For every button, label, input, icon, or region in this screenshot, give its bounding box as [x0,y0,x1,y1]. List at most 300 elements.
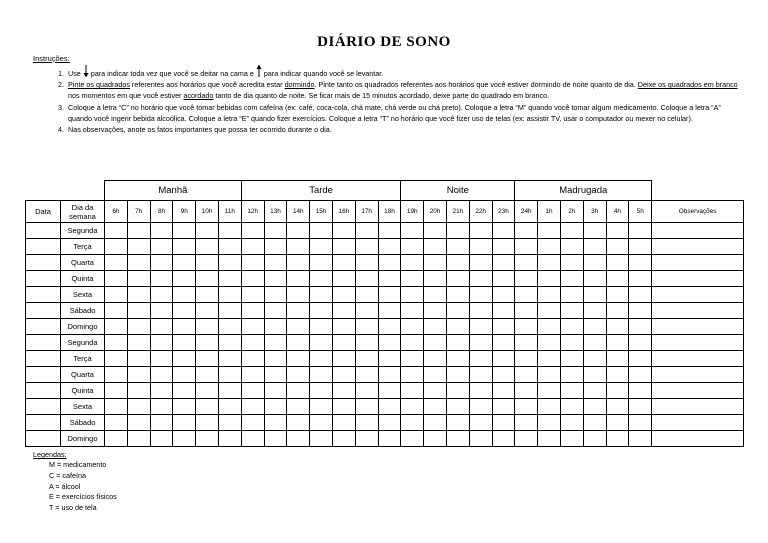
hour-cell[interactable] [264,351,287,367]
hour-cell[interactable] [287,287,310,303]
hour-cell[interactable] [492,319,515,335]
hour-cell[interactable] [287,319,310,335]
hour-cell[interactable] [515,367,538,383]
hour-cell[interactable] [150,367,173,383]
hour-cell[interactable] [196,335,219,351]
hour-cell[interactable] [560,335,583,351]
observations-cell[interactable] [652,223,744,239]
hour-cell[interactable] [401,335,424,351]
date-cell[interactable] [26,399,61,415]
hour-cell[interactable] [492,271,515,287]
observations-cell[interactable] [652,335,744,351]
hour-cell[interactable] [332,335,355,351]
hour-cell[interactable] [629,415,652,431]
hour-cell[interactable] [538,351,561,367]
hour-cell[interactable] [264,383,287,399]
hour-cell[interactable] [173,223,196,239]
hour-cell[interactable] [105,223,128,239]
hour-cell[interactable] [105,287,128,303]
hour-cell[interactable] [469,415,492,431]
hour-cell[interactable] [469,399,492,415]
hour-cell[interactable] [105,431,128,447]
hour-cell[interactable] [446,351,469,367]
hour-cell[interactable] [538,255,561,271]
hour-cell[interactable] [150,271,173,287]
hour-cell[interactable] [515,335,538,351]
hour-cell[interactable] [127,351,150,367]
hour-cell[interactable] [150,431,173,447]
hour-cell[interactable] [173,335,196,351]
hour-cell[interactable] [538,239,561,255]
hour-cell[interactable] [560,303,583,319]
hour-cell[interactable] [241,255,264,271]
hour-cell[interactable] [629,239,652,255]
hour-cell[interactable] [629,287,652,303]
hour-cell[interactable] [378,335,401,351]
hour-cell[interactable] [401,351,424,367]
hour-cell[interactable] [105,399,128,415]
hour-cell[interactable] [401,383,424,399]
hour-cell[interactable] [401,287,424,303]
hour-cell[interactable] [241,335,264,351]
hour-cell[interactable] [515,271,538,287]
hour-cell[interactable] [241,351,264,367]
hour-cell[interactable] [492,367,515,383]
hour-cell[interactable] [515,255,538,271]
hour-cell[interactable] [606,431,629,447]
hour-cell[interactable] [629,351,652,367]
hour-cell[interactable] [310,431,333,447]
hour-cell[interactable] [173,431,196,447]
hour-cell[interactable] [538,399,561,415]
date-cell[interactable] [26,383,61,399]
hour-cell[interactable] [105,367,128,383]
hour-cell[interactable] [310,271,333,287]
hour-cell[interactable] [355,383,378,399]
hour-cell[interactable] [287,383,310,399]
hour-cell[interactable] [378,319,401,335]
hour-cell[interactable] [424,255,447,271]
date-cell[interactable] [26,303,61,319]
hour-cell[interactable] [424,431,447,447]
hour-cell[interactable] [173,255,196,271]
hour-cell[interactable] [218,383,241,399]
hour-cell[interactable] [264,303,287,319]
hour-cell[interactable] [606,367,629,383]
hour-cell[interactable] [287,367,310,383]
hour-cell[interactable] [355,335,378,351]
hour-cell[interactable] [446,383,469,399]
hour-cell[interactable] [310,223,333,239]
hour-cell[interactable] [127,303,150,319]
hour-cell[interactable] [173,271,196,287]
hour-cell[interactable] [150,303,173,319]
hour-cell[interactable] [446,271,469,287]
date-cell[interactable] [26,367,61,383]
hour-cell[interactable] [629,335,652,351]
hour-cell[interactable] [127,271,150,287]
hour-cell[interactable] [469,351,492,367]
hour-cell[interactable] [355,271,378,287]
hour-cell[interactable] [173,303,196,319]
hour-cell[interactable] [310,287,333,303]
date-cell[interactable] [26,287,61,303]
hour-cell[interactable] [332,239,355,255]
hour-cell[interactable] [515,383,538,399]
hour-cell[interactable] [515,399,538,415]
hour-cell[interactable] [378,239,401,255]
hour-cell[interactable] [287,399,310,415]
hour-cell[interactable] [196,319,219,335]
hour-cell[interactable] [583,255,606,271]
hour-cell[interactable] [105,239,128,255]
hour-cell[interactable] [173,383,196,399]
hour-cell[interactable] [241,431,264,447]
hour-cell[interactable] [310,415,333,431]
hour-cell[interactable] [629,319,652,335]
hour-cell[interactable] [538,319,561,335]
hour-cell[interactable] [378,255,401,271]
hour-cell[interactable] [218,351,241,367]
hour-cell[interactable] [401,319,424,335]
hour-cell[interactable] [446,223,469,239]
hour-cell[interactable] [310,303,333,319]
hour-cell[interactable] [196,223,219,239]
hour-cell[interactable] [424,287,447,303]
hour-cell[interactable] [218,303,241,319]
hour-cell[interactable] [173,319,196,335]
hour-cell[interactable] [469,335,492,351]
hour-cell[interactable] [629,431,652,447]
hour-cell[interactable] [127,399,150,415]
date-cell[interactable] [26,319,61,335]
hour-cell[interactable] [310,399,333,415]
hour-cell[interactable] [401,367,424,383]
hour-cell[interactable] [127,287,150,303]
hour-cell[interactable] [469,223,492,239]
hour-cell[interactable] [538,303,561,319]
hour-cell[interactable] [492,351,515,367]
hour-cell[interactable] [332,351,355,367]
hour-cell[interactable] [287,223,310,239]
hour-cell[interactable] [538,415,561,431]
hour-cell[interactable] [150,223,173,239]
date-cell[interactable] [26,223,61,239]
hour-cell[interactable] [218,415,241,431]
observations-cell[interactable] [652,303,744,319]
hour-cell[interactable] [173,415,196,431]
hour-cell[interactable] [196,431,219,447]
hour-cell[interactable] [424,223,447,239]
observations-cell[interactable] [652,271,744,287]
hour-cell[interactable] [355,367,378,383]
hour-cell[interactable] [332,415,355,431]
hour-cell[interactable] [196,415,219,431]
hour-cell[interactable] [629,271,652,287]
observations-cell[interactable] [652,255,744,271]
hour-cell[interactable] [332,287,355,303]
hour-cell[interactable] [606,287,629,303]
hour-cell[interactable] [332,399,355,415]
hour-cell[interactable] [127,239,150,255]
hour-cell[interactable] [538,367,561,383]
hour-cell[interactable] [127,383,150,399]
hour-cell[interactable] [218,335,241,351]
observations-cell[interactable] [652,415,744,431]
hour-cell[interactable] [560,239,583,255]
hour-cell[interactable] [401,271,424,287]
hour-cell[interactable] [264,287,287,303]
hour-cell[interactable] [446,367,469,383]
hour-cell[interactable] [583,367,606,383]
observations-cell[interactable] [652,383,744,399]
hour-cell[interactable] [310,351,333,367]
hour-cell[interactable] [538,383,561,399]
hour-cell[interactable] [560,431,583,447]
hour-cell[interactable] [560,319,583,335]
hour-cell[interactable] [287,255,310,271]
hour-cell[interactable] [469,303,492,319]
hour-cell[interactable] [469,271,492,287]
hour-cell[interactable] [515,415,538,431]
hour-cell[interactable] [538,271,561,287]
hour-cell[interactable] [355,399,378,415]
hour-cell[interactable] [127,319,150,335]
hour-cell[interactable] [287,303,310,319]
hour-cell[interactable] [583,271,606,287]
hour-cell[interactable] [583,303,606,319]
hour-cell[interactable] [492,431,515,447]
hour-cell[interactable] [105,303,128,319]
hour-cell[interactable] [264,335,287,351]
hour-cell[interactable] [332,431,355,447]
hour-cell[interactable] [355,255,378,271]
hour-cell[interactable] [218,239,241,255]
hour-cell[interactable] [196,303,219,319]
hour-cell[interactable] [332,367,355,383]
hour-cell[interactable] [105,335,128,351]
hour-cell[interactable] [424,271,447,287]
hour-cell[interactable] [515,319,538,335]
hour-cell[interactable] [332,223,355,239]
hour-cell[interactable] [606,303,629,319]
hour-cell[interactable] [515,303,538,319]
hour-cell[interactable] [127,335,150,351]
hour-cell[interactable] [401,431,424,447]
hour-cell[interactable] [583,287,606,303]
hour-cell[interactable] [218,399,241,415]
hour-cell[interactable] [105,255,128,271]
hour-cell[interactable] [469,239,492,255]
hour-cell[interactable] [560,255,583,271]
hour-cell[interactable] [264,223,287,239]
hour-cell[interactable] [446,415,469,431]
hour-cell[interactable] [538,223,561,239]
hour-cell[interactable] [583,223,606,239]
hour-cell[interactable] [492,383,515,399]
hour-cell[interactable] [196,351,219,367]
hour-cell[interactable] [150,239,173,255]
hour-cell[interactable] [241,239,264,255]
hour-cell[interactable] [583,415,606,431]
date-cell[interactable] [26,335,61,351]
date-cell[interactable] [26,239,61,255]
hour-cell[interactable] [401,255,424,271]
hour-cell[interactable] [264,255,287,271]
hour-cell[interactable] [173,287,196,303]
hour-cell[interactable] [355,351,378,367]
hour-cell[interactable] [150,255,173,271]
hour-cell[interactable] [196,367,219,383]
hour-cell[interactable] [241,271,264,287]
hour-cell[interactable] [241,367,264,383]
hour-cell[interactable] [538,335,561,351]
observations-cell[interactable] [652,239,744,255]
hour-cell[interactable] [127,367,150,383]
hour-cell[interactable] [196,383,219,399]
hour-cell[interactable] [446,255,469,271]
hour-cell[interactable] [378,415,401,431]
hour-cell[interactable] [332,383,355,399]
hour-cell[interactable] [560,399,583,415]
hour-cell[interactable] [355,223,378,239]
hour-cell[interactable] [150,415,173,431]
hour-cell[interactable] [127,255,150,271]
hour-cell[interactable] [218,287,241,303]
hour-cell[interactable] [287,431,310,447]
hour-cell[interactable] [241,399,264,415]
hour-cell[interactable] [241,415,264,431]
hour-cell[interactable] [583,239,606,255]
hour-cell[interactable] [629,367,652,383]
hour-cell[interactable] [560,415,583,431]
hour-cell[interactable] [424,335,447,351]
hour-cell[interactable] [492,287,515,303]
hour-cell[interactable] [218,319,241,335]
hour-cell[interactable] [218,271,241,287]
hour-cell[interactable] [469,383,492,399]
hour-cell[interactable] [401,239,424,255]
hour-cell[interactable] [105,319,128,335]
hour-cell[interactable] [401,303,424,319]
hour-cell[interactable] [264,239,287,255]
hour-cell[interactable] [606,223,629,239]
date-cell[interactable] [26,255,61,271]
hour-cell[interactable] [105,351,128,367]
hour-cell[interactable] [287,239,310,255]
hour-cell[interactable] [310,319,333,335]
hour-cell[interactable] [196,239,219,255]
hour-cell[interactable] [310,367,333,383]
hour-cell[interactable] [492,223,515,239]
hour-cell[interactable] [127,431,150,447]
hour-cell[interactable] [378,271,401,287]
hour-cell[interactable] [127,223,150,239]
hour-cell[interactable] [515,431,538,447]
hour-cell[interactable] [401,399,424,415]
hour-cell[interactable] [310,383,333,399]
hour-cell[interactable] [446,319,469,335]
hour-cell[interactable] [310,335,333,351]
hour-cell[interactable] [332,271,355,287]
hour-cell[interactable] [150,335,173,351]
observations-cell[interactable] [652,399,744,415]
hour-cell[interactable] [173,351,196,367]
date-cell[interactable] [26,431,61,447]
hour-cell[interactable] [446,431,469,447]
hour-cell[interactable] [355,287,378,303]
hour-cell[interactable] [606,239,629,255]
hour-cell[interactable] [173,367,196,383]
hour-cell[interactable] [469,255,492,271]
hour-cell[interactable] [264,319,287,335]
hour-cell[interactable] [218,223,241,239]
hour-cell[interactable] [446,303,469,319]
hour-cell[interactable] [401,415,424,431]
hour-cell[interactable] [424,239,447,255]
hour-cell[interactable] [355,319,378,335]
hour-cell[interactable] [606,351,629,367]
hour-cell[interactable] [378,223,401,239]
hour-cell[interactable] [105,383,128,399]
hour-cell[interactable] [515,223,538,239]
hour-cell[interactable] [287,415,310,431]
hour-cell[interactable] [355,239,378,255]
hour-cell[interactable] [264,431,287,447]
hour-cell[interactable] [583,383,606,399]
hour-cell[interactable] [196,255,219,271]
hour-cell[interactable] [492,399,515,415]
hour-cell[interactable] [310,255,333,271]
hour-cell[interactable] [241,223,264,239]
hour-cell[interactable] [218,431,241,447]
hour-cell[interactable] [173,239,196,255]
hour-cell[interactable] [583,335,606,351]
hour-cell[interactable] [150,287,173,303]
hour-cell[interactable] [218,255,241,271]
hour-cell[interactable] [424,303,447,319]
hour-cell[interactable] [446,287,469,303]
hour-cell[interactable] [538,431,561,447]
hour-cell[interactable] [606,319,629,335]
hour-cell[interactable] [241,287,264,303]
hour-cell[interactable] [492,303,515,319]
hour-cell[interactable] [378,287,401,303]
hour-cell[interactable] [446,239,469,255]
hour-cell[interactable] [583,431,606,447]
hour-cell[interactable] [150,399,173,415]
hour-cell[interactable] [492,415,515,431]
observations-cell[interactable] [652,431,744,447]
hour-cell[interactable] [424,351,447,367]
hour-cell[interactable] [378,303,401,319]
hour-cell[interactable] [105,415,128,431]
hour-cell[interactable] [469,431,492,447]
date-cell[interactable] [26,351,61,367]
hour-cell[interactable] [173,399,196,415]
hour-cell[interactable] [241,303,264,319]
hour-cell[interactable] [150,383,173,399]
observations-cell[interactable] [652,287,744,303]
hour-cell[interactable] [424,319,447,335]
hour-cell[interactable] [287,351,310,367]
hour-cell[interactable] [424,415,447,431]
hour-cell[interactable] [378,399,401,415]
hour-cell[interactable] [583,351,606,367]
hour-cell[interactable] [606,255,629,271]
hour-cell[interactable] [150,319,173,335]
hour-cell[interactable] [606,415,629,431]
